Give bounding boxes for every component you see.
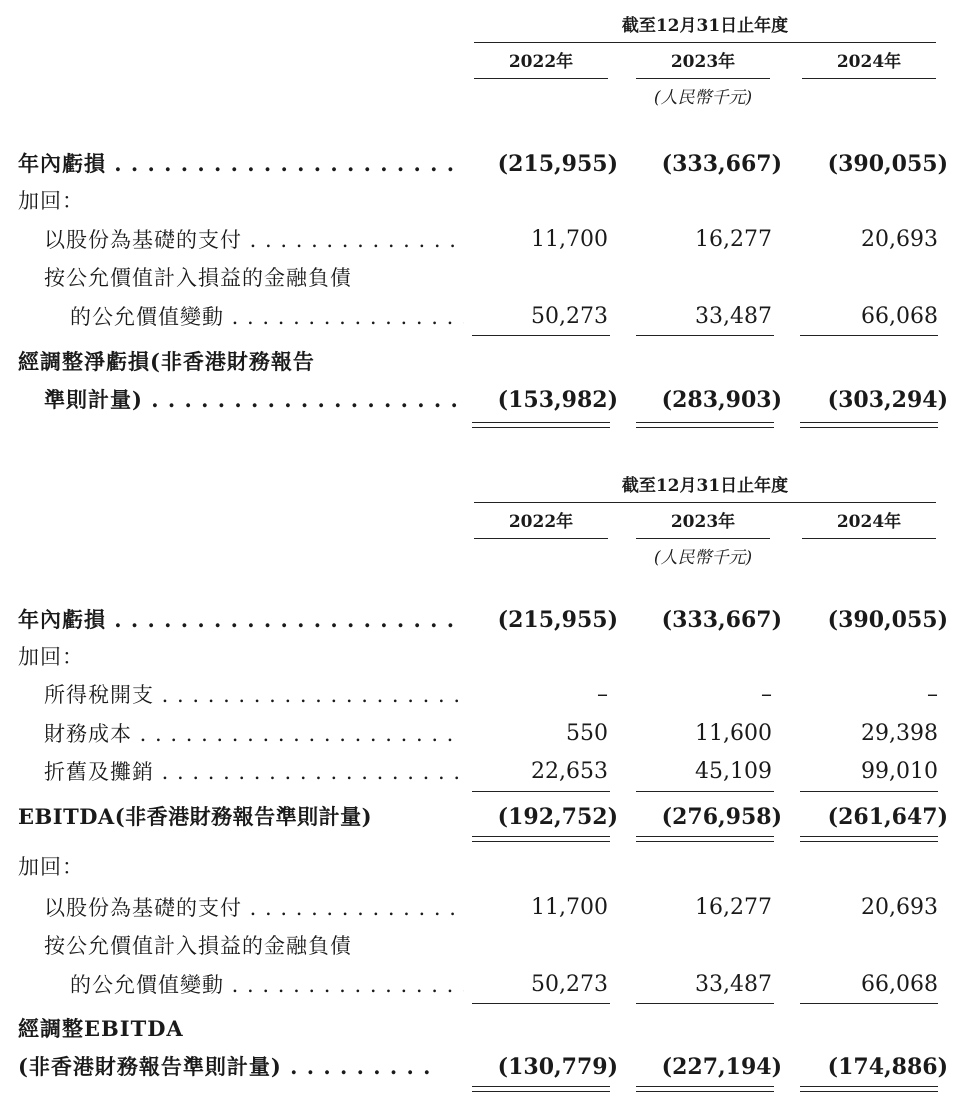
value-2022: (192,752)	[497, 804, 618, 830]
year-header-2024: 2024年	[836, 52, 902, 72]
value-2023: (276,958)	[661, 804, 782, 830]
table-row	[0, 966, 960, 1004]
table-row	[0, 676, 960, 714]
value-2023: 11,600	[695, 721, 772, 746]
subtotal-rule	[800, 1003, 938, 1004]
total-double-rule	[800, 422, 938, 428]
value-2022: –	[597, 682, 608, 707]
unit-label: (人民幣千元)	[653, 88, 753, 108]
total-double-rule	[800, 1086, 938, 1092]
subtotal-rule	[636, 335, 774, 336]
value-2024: (261,647)	[827, 804, 948, 830]
value-2022: (153,982)	[497, 387, 618, 413]
value-2022: 50,273	[531, 972, 608, 997]
period-header: 截至12月31日止年度	[621, 476, 789, 496]
subtotal-rule	[636, 1003, 774, 1004]
header-rule	[474, 42, 936, 43]
unit-label: (人民幣千元)	[653, 548, 753, 568]
value-2023: 45,109	[695, 759, 772, 784]
year-header-2022: 2022年	[508, 52, 574, 72]
value-2023: (227,194)	[661, 1054, 782, 1080]
row-label: 的公允價值變動 . . .	[70, 298, 464, 336]
value-2024: (303,294)	[827, 387, 948, 413]
row-label: 加回：	[18, 645, 84, 669]
value-2024: (390,055)	[827, 607, 948, 633]
value-2022: (215,955)	[497, 151, 618, 177]
row-label: 年內虧損 . . .	[18, 601, 464, 639]
value-2023: (283,903)	[661, 387, 782, 413]
table-row	[0, 298, 960, 336]
table-row	[0, 343, 960, 381]
value-2023: (333,667)	[661, 151, 782, 177]
row-label: 經調整淨虧損(非香港財務報告	[18, 349, 315, 374]
value-2022: 11,700	[531, 227, 608, 252]
value-2024: (390,055)	[827, 151, 948, 177]
row-label: 按公允價值計入損益的金融負債	[44, 266, 352, 290]
row-label: 所得稅開支 . . .	[44, 676, 464, 714]
value-2022: 550	[566, 721, 608, 746]
value-2022: (215,955)	[497, 607, 618, 633]
subtotal-rule	[800, 335, 938, 336]
row-label: 經調整EBITDA	[18, 1016, 184, 1041]
table-row	[0, 889, 960, 927]
row-label: 按公允價值計入損益的金融負債	[44, 934, 352, 958]
row-label: 加回：	[18, 189, 84, 213]
subtotal-rule	[800, 791, 938, 792]
row-label: EBITDA(非香港財務報告準則計量)	[18, 804, 373, 829]
value-2023: 16,277	[695, 895, 772, 920]
row-label: 準則計量) . . .	[44, 381, 464, 419]
year-rule	[636, 78, 770, 79]
table-row	[0, 381, 960, 419]
row-label: 財務成本 . . .	[44, 715, 464, 753]
subtotal-rule	[472, 791, 610, 792]
year-rule	[802, 538, 936, 539]
value-2022: 22,653	[531, 759, 608, 784]
table-row	[0, 145, 960, 183]
row-label: (非香港財務報告準則計量) . . .	[18, 1048, 438, 1086]
header-rule	[474, 502, 936, 503]
table-row	[0, 601, 960, 639]
table-row	[0, 182, 960, 220]
row-label: 年內虧損 . . .	[18, 145, 464, 183]
value-2024: 20,693	[861, 227, 938, 252]
table-row	[0, 221, 960, 259]
year-header-2023: 2023年	[670, 512, 736, 532]
year-rule	[802, 78, 936, 79]
table-row	[0, 753, 960, 791]
total-double-rule	[472, 1086, 610, 1092]
value-2024: –	[927, 682, 938, 707]
table-row	[0, 638, 960, 676]
table-row	[0, 1010, 960, 1048]
value-2024: 99,010	[861, 759, 938, 784]
value-2022: (130,779)	[497, 1054, 618, 1080]
year-header-2022: 2022年	[508, 512, 574, 532]
value-2023: 33,487	[695, 972, 772, 997]
value-2022: 50,273	[531, 304, 608, 329]
value-2022: 11,700	[531, 895, 608, 920]
total-double-rule	[636, 1086, 774, 1092]
value-2023: (333,667)	[661, 607, 782, 633]
row-label: 以股份為基礎的支付 . . .	[44, 889, 464, 927]
subtotal-rule	[472, 1003, 610, 1004]
year-rule	[474, 538, 608, 539]
table-row	[0, 259, 960, 297]
row-label: 加回：	[18, 855, 84, 879]
row-label: 以股份為基礎的支付 . . .	[44, 221, 464, 259]
subtotal-rule	[472, 335, 610, 336]
year-rule	[636, 538, 770, 539]
total-double-rule	[472, 422, 610, 428]
total-double-rule	[636, 836, 774, 842]
table-row	[0, 798, 960, 836]
row-label: 的公允價值變動 . . .	[70, 966, 464, 1004]
year-header-2023: 2023年	[670, 52, 736, 72]
value-2023: 16,277	[695, 227, 772, 252]
year-header-2024: 2024年	[836, 512, 902, 532]
value-2024: (174,886)	[827, 1054, 948, 1080]
subtotal-rule	[636, 791, 774, 792]
value-2024: 66,068	[861, 304, 938, 329]
year-rule	[474, 78, 608, 79]
total-double-rule	[800, 836, 938, 842]
table-row	[0, 1048, 960, 1086]
row-label: 折舊及攤銷 . . .	[44, 753, 464, 791]
value-2023: 33,487	[695, 304, 772, 329]
total-double-rule	[472, 836, 610, 842]
value-2024: 29,398	[861, 721, 938, 746]
value-2024: 66,068	[861, 972, 938, 997]
table-row	[0, 848, 960, 886]
table-row	[0, 927, 960, 965]
period-header: 截至12月31日止年度	[621, 16, 789, 36]
total-double-rule	[636, 422, 774, 428]
table-row	[0, 715, 960, 753]
value-2024: 20,693	[861, 895, 938, 920]
value-2023: –	[761, 682, 772, 707]
